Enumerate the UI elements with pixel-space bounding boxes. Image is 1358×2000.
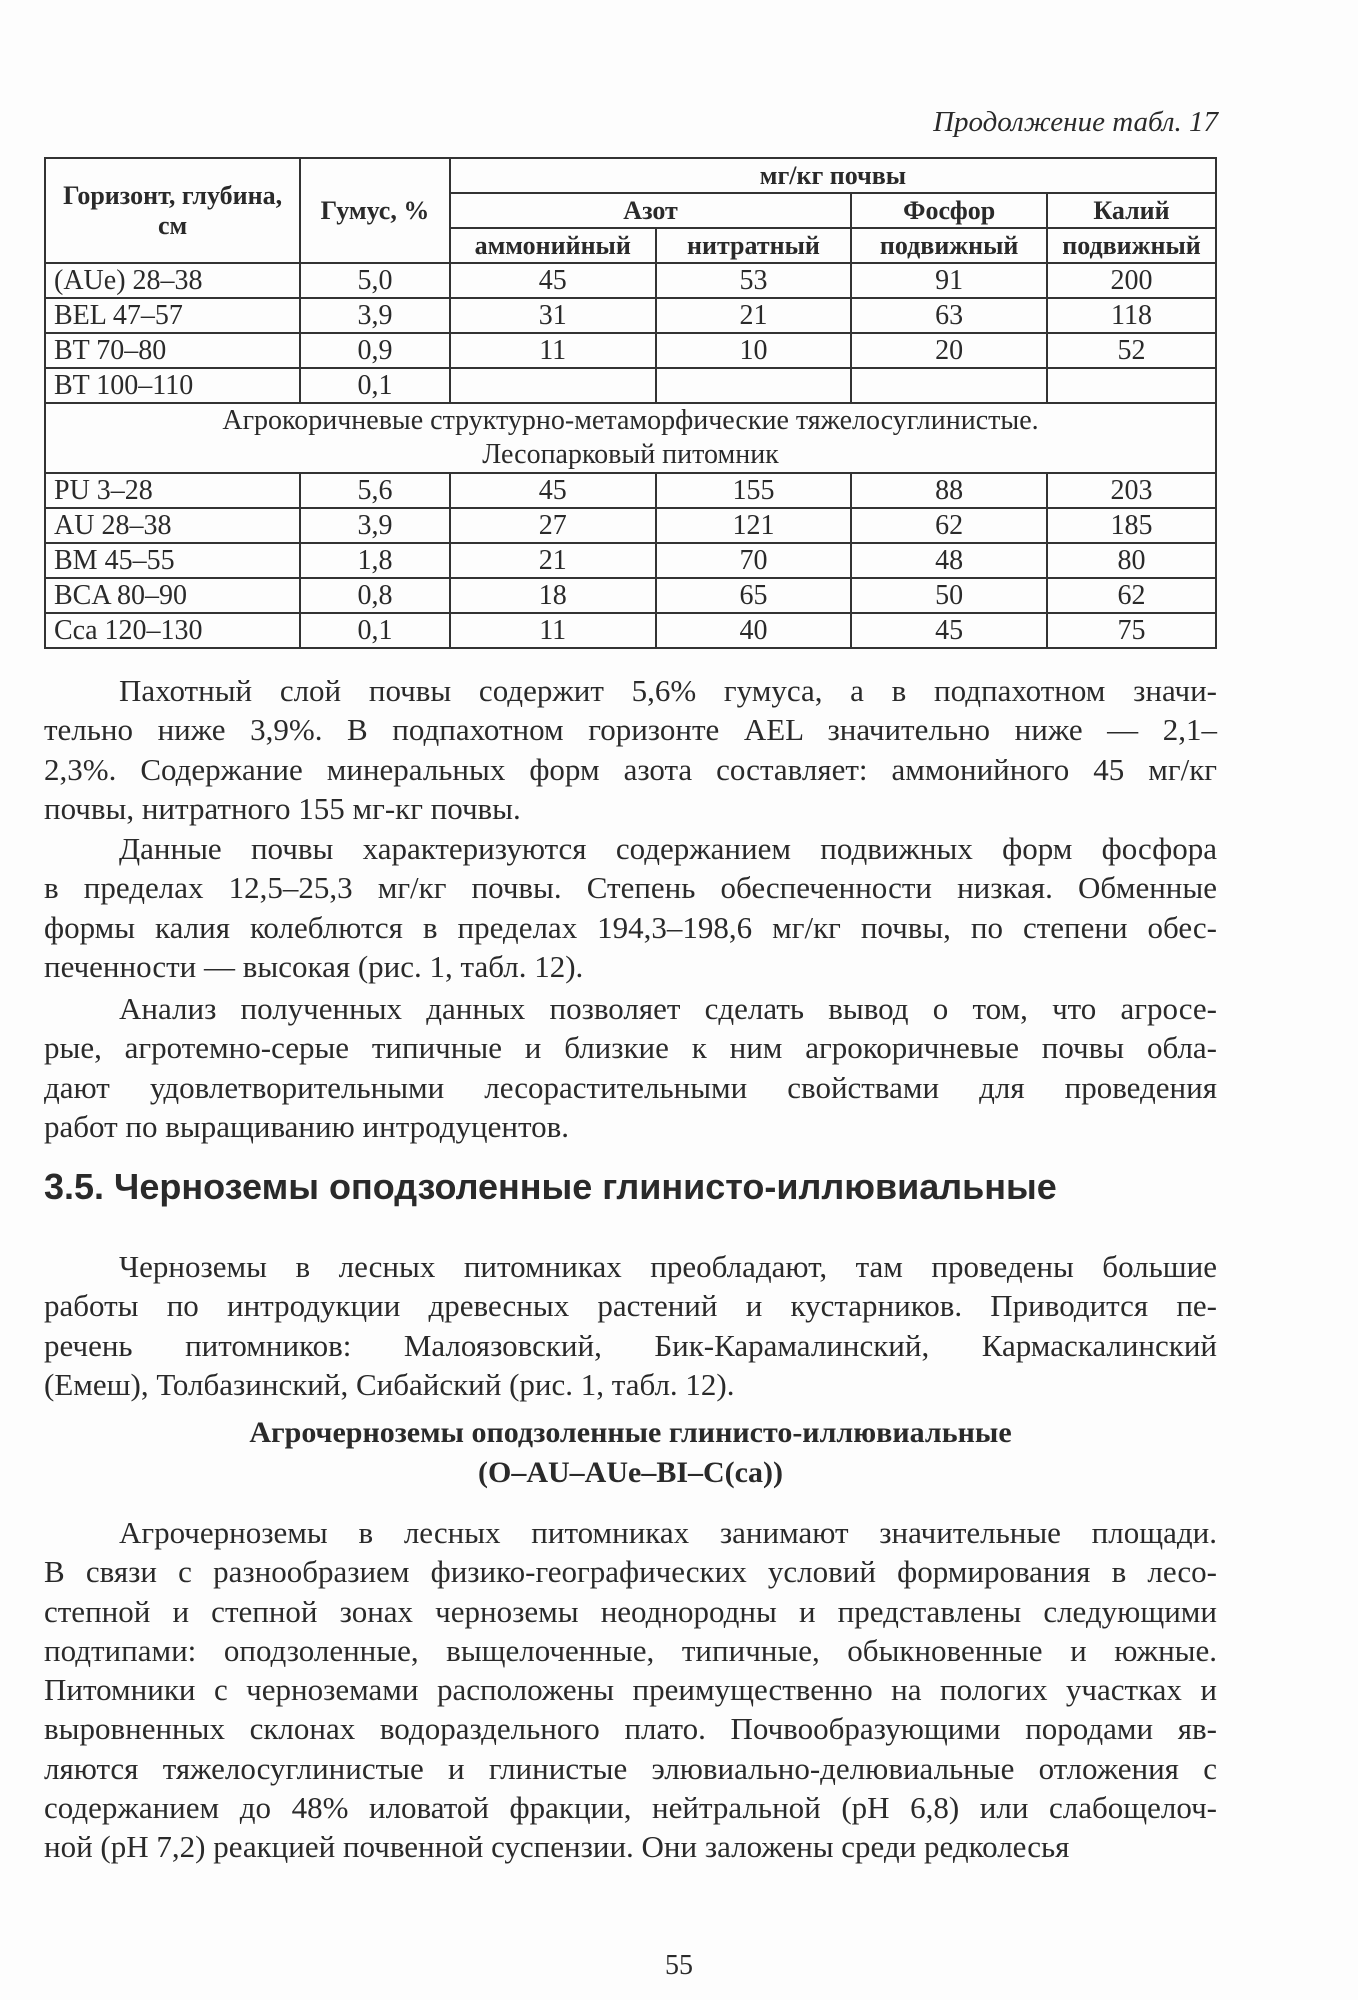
table-cell: BM 45–55 bbox=[45, 543, 300, 578]
text-line: ляются тяжелосуглинистые и глинистые элювиально-делювиальные отложения с bbox=[44, 1750, 1217, 1786]
subheading-1: Агрочерноземы оподзоленные глинисто-иллювиальные bbox=[249, 1416, 1012, 1449]
header-nitrogen: Азот bbox=[450, 193, 851, 228]
text-line: содержанием до 48% иловатой фракции, нейтральной (pH 6,8) или слабощелоч- bbox=[44, 1790, 1217, 1826]
table-cell: 31 bbox=[450, 298, 656, 333]
table-cell: 20 bbox=[851, 333, 1047, 368]
table-cell: BCA 80–90 bbox=[45, 578, 300, 613]
text-line: (Емеш), Толбазинский, Сибайский (рис. 1, табл. 12). bbox=[44, 1366, 735, 1402]
header-potassium: Калий bbox=[1047, 193, 1216, 228]
table-cell: 63 bbox=[851, 298, 1047, 333]
table-row bbox=[45, 298, 1216, 333]
table-cell bbox=[656, 368, 852, 403]
table-cell: (AUe) 28–38 bbox=[45, 263, 300, 298]
text-line: Пахотный слой почвы содержит 5,6% гумуса, а в подпахотном значи- bbox=[119, 673, 1217, 708]
table-cell: 80 bbox=[1047, 543, 1216, 578]
text-line: В связи с разнообразием физико-географических условий формирования в лесо- bbox=[44, 1554, 1217, 1590]
header-units: мг/кг почвы bbox=[450, 158, 1216, 193]
soil-table bbox=[44, 157, 1217, 649]
table-cell: 62 bbox=[851, 508, 1047, 543]
table-cell: 52 bbox=[1047, 333, 1216, 368]
text-line: печенности — высокая (рис. 1, табл. 12). bbox=[44, 948, 584, 984]
table-cell: BT 70–80 bbox=[45, 333, 300, 368]
text-line: Данные почвы характеризуются содержанием подвижных форм фосфора bbox=[119, 831, 1217, 866]
table-cell: 5,6 bbox=[300, 473, 450, 508]
text-line: работы по интродукции древесных растений и кустарников. Приводится пе- bbox=[44, 1288, 1217, 1324]
text-line: работ по выращиванию интродуцентов. bbox=[44, 1108, 569, 1144]
paragraph-1 bbox=[44, 671, 1217, 828]
table-cell: 0,1 bbox=[300, 613, 450, 648]
table-row bbox=[45, 333, 1216, 368]
text-line: дают удовлетворительными лесорастительными свойствами для проведения bbox=[44, 1069, 1217, 1105]
table-cell: 11 bbox=[450, 333, 656, 368]
page-number: 55 bbox=[665, 1950, 693, 1981]
table-cell: BEL 47–57 bbox=[45, 298, 300, 333]
table-row bbox=[45, 578, 1216, 613]
header-p-mobile: подвижный bbox=[851, 228, 1047, 263]
table-cell: BT 100–110 bbox=[45, 368, 300, 403]
table-row bbox=[45, 543, 1216, 578]
table-row bbox=[45, 473, 1216, 508]
paragraph-2 bbox=[44, 829, 1217, 986]
text-line: тельно ниже 3,9%. В подпахотном горизонте AEL значительно ниже — 2,1– bbox=[44, 712, 1217, 748]
text-line: выровненных склонах водораздельного плато. Почвообразующими породами яв- bbox=[44, 1711, 1217, 1747]
text-line: 2,3%. Содержание минеральных форм азота составляет: аммонийного 45 мг/кг bbox=[44, 751, 1217, 787]
table-cell: 45 bbox=[450, 263, 656, 298]
table-row bbox=[45, 508, 1216, 543]
table-caption: Продолжение табл. 17 bbox=[933, 106, 1218, 138]
header-phosphorus: Фосфор bbox=[851, 193, 1047, 228]
text-line: подтипами: оподзоленные, выщелоченные, типичные, обыкновенные и южные. bbox=[44, 1632, 1217, 1668]
table-row bbox=[45, 263, 1216, 298]
table-cell: 3,9 bbox=[300, 298, 450, 333]
table-cell: 0,8 bbox=[300, 578, 450, 613]
table-cell: 62 bbox=[1047, 578, 1216, 613]
text-line: рые, агротемно-серые типичные и близкие к ним агрокоричневые почвы обла- bbox=[44, 1030, 1217, 1066]
table-cell: 70 bbox=[656, 543, 852, 578]
text-line: Анализ полученных данных позволяет сделать вывод о том, что агросе- bbox=[119, 991, 1217, 1026]
table-cell: AU 28–38 bbox=[45, 508, 300, 543]
table-cell: 11 bbox=[450, 613, 656, 648]
table-cell: 45 bbox=[450, 473, 656, 508]
text-line: Питомники с черноземами расположены преимущественно на пологих участках и bbox=[44, 1672, 1217, 1708]
table-cell bbox=[450, 368, 656, 403]
table-cell: 10 bbox=[656, 333, 852, 368]
table-row bbox=[45, 368, 1216, 403]
table-cell: 18 bbox=[450, 578, 656, 613]
header-ammonium: аммонийный bbox=[450, 228, 656, 263]
table-cell: 200 bbox=[1047, 263, 1216, 298]
text-line: речень питомников: Малоязовский, Бик-Карамалинский, Кармаскалинский bbox=[44, 1327, 1217, 1363]
table-cell: 118 bbox=[1047, 298, 1216, 333]
subheading-2: (O–AU–AUe–BI–C(ca)) bbox=[478, 1456, 783, 1489]
table-cell: 155 bbox=[656, 473, 852, 508]
table-cell: 45 bbox=[851, 613, 1047, 648]
table-cell: 0,9 bbox=[300, 333, 450, 368]
text-line: формы калия колеблются в пределах 194,3–198,6 мг/кг почвы, по степени обес- bbox=[44, 909, 1217, 945]
table-cell: 21 bbox=[450, 543, 656, 578]
table-cell: 121 bbox=[656, 508, 852, 543]
section-line-1: Агрокоричневые структурно-метаморфические тяжелосуглинистые. bbox=[222, 405, 1039, 436]
text-line: Агрочерноземы в лесных питомниках занимают значительные площади. bbox=[119, 1515, 1217, 1550]
header-nitrate: нитратный bbox=[656, 228, 852, 263]
table-cell: 1,8 bbox=[300, 543, 450, 578]
paragraph-5 bbox=[44, 1513, 1217, 1867]
table-cell: 203 bbox=[1047, 473, 1216, 508]
table-section-row bbox=[45, 403, 1216, 473]
text-line: ной (pH 7,2) реакцией почвенной суспензии. Они заложены среди редколесья bbox=[44, 1829, 1070, 1865]
paragraph-3 bbox=[44, 989, 1217, 1146]
table-cell: 185 bbox=[1047, 508, 1216, 543]
text-line: в пределах 12,5–25,3 мг/кг почвы. Степень обеспеченности низкая. Обменные bbox=[44, 870, 1217, 906]
table-cell: 53 bbox=[656, 263, 852, 298]
header-k-mobile: подвижный bbox=[1047, 228, 1216, 263]
header-humus: Гумус, % bbox=[300, 158, 450, 263]
table-cell: Cca 120–130 bbox=[45, 613, 300, 648]
table-cell: 0,1 bbox=[300, 368, 450, 403]
text-line: почвы, нитратного 155 мг-кг почвы. bbox=[44, 790, 521, 826]
header-horizon: Горизонт, глубина, см bbox=[45, 158, 300, 263]
table-cell: PU 3–28 bbox=[45, 473, 300, 508]
table-cell: 50 bbox=[851, 578, 1047, 613]
table-cell: 75 bbox=[1047, 613, 1216, 648]
section-heading: 3.5. Черноземы оподзоленные глинисто-иллювиальные bbox=[44, 1166, 1057, 1207]
section-line-2: Лесопарковый питомник bbox=[482, 439, 779, 470]
table-cell: 65 bbox=[656, 578, 852, 613]
table-cell: 48 bbox=[851, 543, 1047, 578]
paragraph-4 bbox=[44, 1247, 1217, 1404]
table-cell: 3,9 bbox=[300, 508, 450, 543]
text-line: степной и степной зонах черноземы неоднородны и представлены следующими bbox=[44, 1593, 1217, 1629]
table-cell: 91 bbox=[851, 263, 1047, 298]
table-cell: 21 bbox=[656, 298, 852, 333]
table-cell bbox=[1047, 368, 1216, 403]
table-row bbox=[45, 613, 1216, 648]
table-cell bbox=[851, 368, 1047, 403]
table-cell: 27 bbox=[450, 508, 656, 543]
table-cell: 88 bbox=[851, 473, 1047, 508]
text-line: Черноземы в лесных питомниках преобладают, там проведены большие bbox=[119, 1249, 1217, 1284]
table-cell: 40 bbox=[656, 613, 852, 648]
table-cell: 5,0 bbox=[300, 263, 450, 298]
